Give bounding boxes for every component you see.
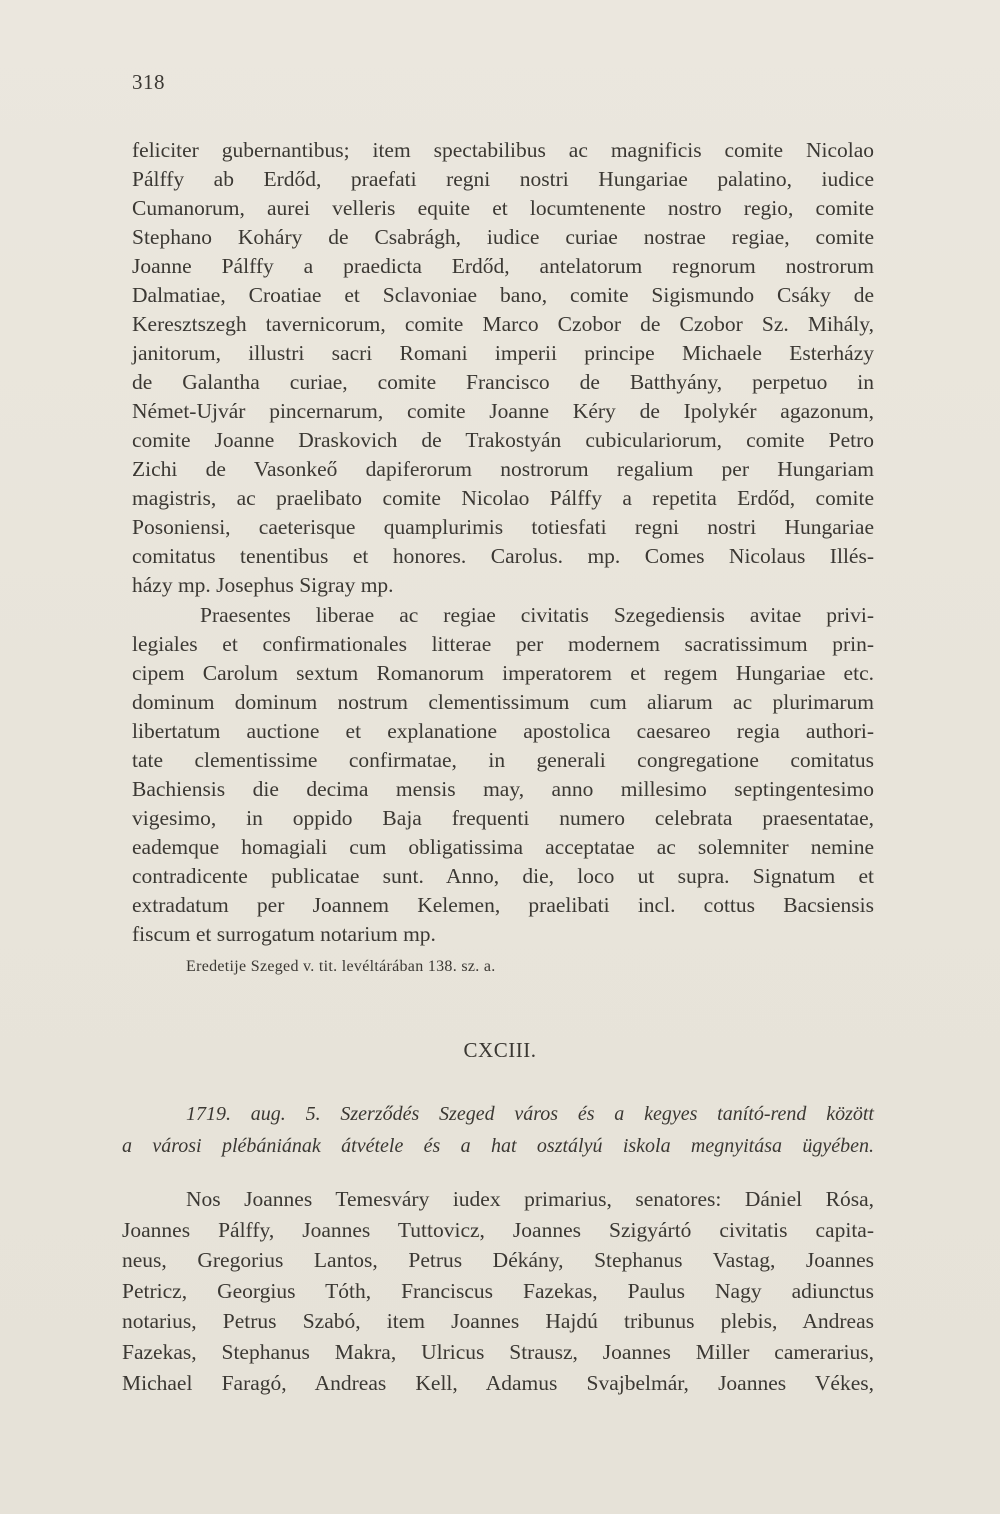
text-line: Michael Faragó, Andreas Kell, Adamus Svajbelmár, Joannes Vékes,	[122, 1370, 874, 1395]
text-line: comite Joanne Draskovich de Trakostyán cubiculariorum, comite Petro	[132, 428, 874, 452]
text-line: Posoniensi, caeterisque quamplurimis totiesfati regni nostri Hungariae	[132, 515, 874, 539]
text-line: neus, Gregorius Lantos, Petrus Dékány, Stephanus Vastag, Joannes	[122, 1248, 874, 1273]
text-line: eademque homagiali cum obligatissima acceptatae ac solemniter nemine	[132, 835, 874, 859]
page-number: 318	[132, 70, 165, 94]
text-line: Joannes Pálffy, Joannes Tuttovicz, Joannes Szigyártó civitatis capita-	[122, 1217, 874, 1242]
text-line: házy mp. Josephus Sigray mp.	[132, 573, 394, 597]
text-line: Zichi de Vasonkeő dapiferorum nostrorum regalium per Hungariam	[132, 457, 874, 481]
text-line: Pálffy ab Erdőd, praefati regni nostri Hungariae palatino, iudice	[132, 167, 874, 191]
text-line: Joanne Pálffy a praedicta Erdőd, antelatorum regnorum nostrorum	[132, 254, 874, 278]
text-line: Keresztszegh tavernicorum, comite Marco Czobor de Czobor Sz. Mihály,	[132, 312, 874, 336]
text-line: vigesimo, in oppido Baja frequenti numero celebrata praesentatae,	[132, 806, 874, 830]
text-line: Német-Ujvár pincernarum, comite Joanne Kéry de Ipolykér agazonum,	[132, 399, 874, 423]
text-line: Cumanorum, aurei velleris equite et locumtenente nostro regio, comite	[132, 196, 874, 220]
text-line: magistris, ac praelibato comite Nicolao Pálffy a repetita Erdőd, comite	[132, 486, 874, 510]
text-line: extradatum per Joannem Kelemen, praelibati incl. cottus Bacsiensis	[132, 893, 874, 917]
text-line: fiscum et surrogatum notarium mp.	[132, 922, 436, 946]
text-line: tate clementissime confirmatae, in generali congregatione comitatus	[132, 748, 874, 772]
text-line: feliciter gubernantibus; item spectabilibus ac magnificis comite Nicolao	[132, 138, 874, 162]
text-line: de Galantha curiae, comite Francisco de Batthyány, perpetuo in	[132, 370, 874, 394]
text-line: Nos Joannes Temesváry iudex primarius, senatores: Dániel Rósa,	[186, 1187, 874, 1211]
text-line: Petricz, Georgius Tóth, Franciscus Fazekas, Paulus Nagy adiunctus	[122, 1278, 874, 1303]
text-line: janitorum, illustri sacri Romani imperii principe Michaele Esterházy	[132, 341, 874, 365]
text-line: cipem Carolum sextum Romanorum imperatorem et regem Hungariae etc.	[132, 661, 874, 685]
text-line: legiales et confirmationales litterae per modernem sacratissimum prin-	[132, 632, 874, 656]
document-text	[122, 1184, 874, 1398]
paragraph-continuation	[132, 136, 874, 600]
text-line: contradicente publicatae sunt. Anno, die, loco ut supra. Signatum et	[132, 864, 874, 888]
section-heading: CXCIII.	[463, 1038, 537, 1062]
text-line: Bachiensis die decima mensis may, anno millesimo septingentesimo	[132, 777, 874, 801]
text-line: notarius, Petrus Szabó, item Joannes Hajdú tribunus plebis, Andreas	[122, 1309, 874, 1334]
text-line: comitatus tenentibus et honores. Carolus. mp. Comes Nicolaus Illés-	[132, 544, 874, 568]
text-line: Fazekas, Stephanus Makra, Ulricus Strausz, Joannes Miller camerarius,	[122, 1339, 874, 1364]
source-note: Eredetije Szeged v. tit. levéltárában 138. sz. a.	[186, 958, 496, 975]
text-line: dominum dominum nostrum clementissimum cum aliarum ac plurimarum	[132, 690, 874, 714]
text-line: Dalmatiae, Croatiae et Sclavoniae bano, comite Sigismundo Csáky de	[132, 283, 874, 307]
text-line: Stephano Koháry de Csabrágh, iudice curiae nostrae regiae, comite	[132, 225, 874, 249]
document-regest	[122, 1098, 874, 1162]
paragraph-praesentes	[132, 601, 874, 949]
text-line: libertatum auctione et explanatione apostolica caesareo regia authori-	[132, 719, 874, 743]
regest-line: a városi plébániának átvétele és a hat osztályú iskola megnyitása ügyében.	[122, 1135, 874, 1157]
regest-line: 1719. aug. 5. Szerződés Szeged város és a kegyes tanító-rend között	[186, 1103, 874, 1125]
text-line: Praesentes liberae ac regiae civitatis Szegediensis avitae privi-	[200, 603, 874, 627]
